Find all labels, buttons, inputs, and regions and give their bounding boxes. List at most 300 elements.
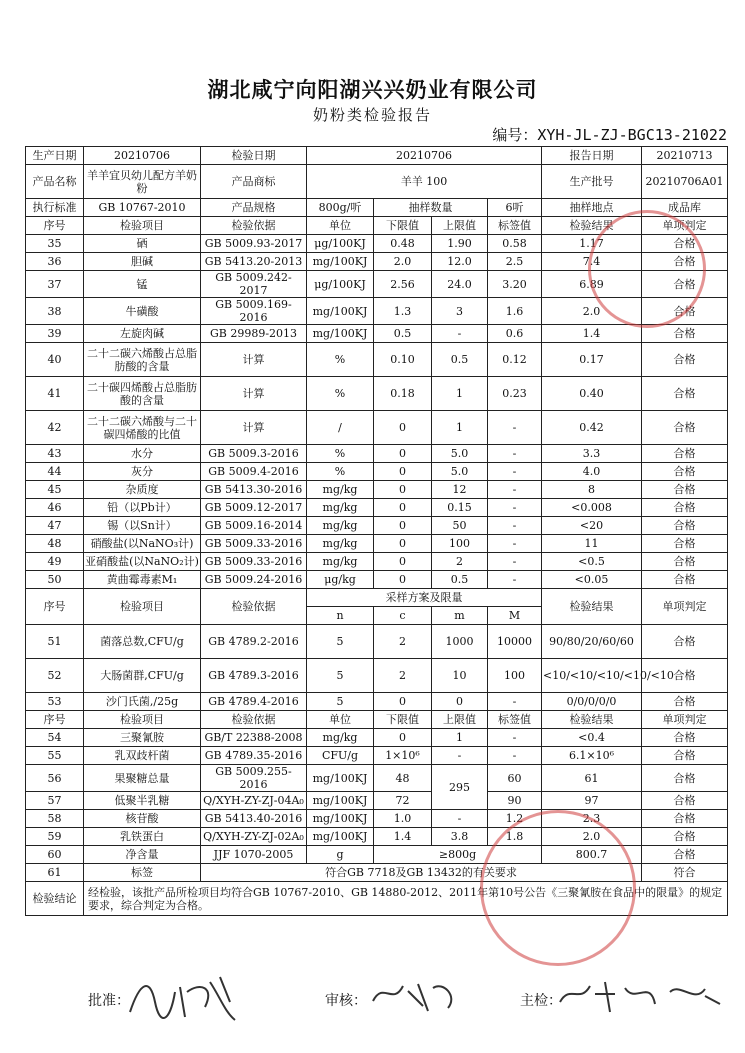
meta-label: 报告日期 — [542, 147, 642, 165]
row-number: 39 — [26, 325, 84, 343]
test-basis: GB 29989-2013 — [201, 325, 307, 343]
test-basis: GB 4789.4-2016 — [201, 693, 307, 711]
test-basis: GB 5009.3-2016 — [201, 445, 307, 463]
test-result: 2.0 — [542, 298, 642, 325]
lower-limit: 0.48 — [374, 235, 432, 253]
test-result: 7.4 — [542, 253, 642, 271]
table-row — [26, 325, 728, 343]
table-row — [26, 377, 728, 411]
column-header: c — [374, 607, 432, 625]
test-basis: GB 5009.12-2017 — [201, 499, 307, 517]
table-row — [26, 481, 728, 499]
test-result: <10/<10/<10/<10/<10 — [542, 659, 642, 693]
test-result: 97 — [542, 792, 642, 810]
meta-value: 羊羊宜贝幼儿配方羊奶粉 — [84, 165, 201, 199]
verdict: 合格 — [642, 828, 728, 846]
column-header: 下限值 — [374, 711, 432, 729]
micro-header-row-1 — [26, 589, 728, 607]
upper-limit: 3.8 — [432, 828, 488, 846]
verdict: 合格 — [642, 846, 728, 864]
row-number: 48 — [26, 535, 84, 553]
test-basis: GB/T 22388-2008 — [201, 729, 307, 747]
lower-limit: 2.0 — [374, 253, 432, 271]
row-number: 37 — [26, 271, 84, 298]
column-header: 检验项目 — [84, 711, 201, 729]
sample-n: 5 — [307, 659, 374, 693]
verdict: 合格 — [642, 343, 728, 377]
row-number: 50 — [26, 571, 84, 589]
unit: mg/100KJ — [307, 253, 374, 271]
unit: % — [307, 463, 374, 481]
label-value: - — [488, 445, 542, 463]
test-result: 0/0/0/0/0 — [542, 693, 642, 711]
label-value: 90 — [488, 792, 542, 810]
test-result: 90/80/20/60/60 — [542, 625, 642, 659]
lower-limit: 0.5 — [374, 325, 432, 343]
label-value: 2.5 — [488, 253, 542, 271]
label-value: - — [488, 411, 542, 445]
test-basis: GB 5413.40-2016 — [201, 810, 307, 828]
meta-label: 检验日期 — [201, 147, 307, 165]
column-header: 上限值 — [432, 711, 488, 729]
test-item: 三聚氰胺 — [84, 729, 201, 747]
verdict: 合格 — [642, 747, 728, 765]
verdict: 合格 — [642, 693, 728, 711]
test-item: 标签 — [84, 864, 201, 882]
row-number: 41 — [26, 377, 84, 411]
label-value: - — [488, 535, 542, 553]
row-number: 46 — [26, 499, 84, 517]
sample-c: 2 — [374, 625, 432, 659]
meta-value: 6听 — [488, 199, 542, 217]
verdict: 合格 — [642, 325, 728, 343]
row-number: 53 — [26, 693, 84, 711]
meta-label: 抽样数量 — [374, 199, 488, 217]
column-header: 序号 — [26, 589, 84, 625]
lower-limit: 72 — [374, 792, 432, 810]
verdict: 合格 — [642, 481, 728, 499]
row-number: 43 — [26, 445, 84, 463]
column-header: M — [488, 607, 542, 625]
test-basis: GB 5009.4-2016 — [201, 463, 307, 481]
test-result: 1.4 — [542, 325, 642, 343]
upper-limit: 1 — [432, 377, 488, 411]
limit-M: 10000 — [488, 625, 542, 659]
upper-limit: 100 — [432, 535, 488, 553]
unit: mg/kg — [307, 535, 374, 553]
verdict: 合格 — [642, 253, 728, 271]
test-item: 铅（以Pb计） — [84, 499, 201, 517]
column-header: 检验依据 — [201, 711, 307, 729]
unit: mg/kg — [307, 499, 374, 517]
column-header: 标签值 — [488, 217, 542, 235]
column-header: 检验项目 — [84, 589, 201, 625]
meta-label: 生产批号 — [542, 165, 642, 199]
upper-limit: - — [432, 810, 488, 828]
unit: mg/kg — [307, 729, 374, 747]
verdict: 合格 — [642, 235, 728, 253]
column-header: 检验依据 — [201, 589, 307, 625]
test-item: 锰 — [84, 271, 201, 298]
test-item: 灰分 — [84, 463, 201, 481]
lower-limit: 1×10⁶ — [374, 747, 432, 765]
unit: CFU/g — [307, 747, 374, 765]
test-item: 牛磺酸 — [84, 298, 201, 325]
label-value: 0.6 — [488, 325, 542, 343]
lower-limit: 0 — [374, 445, 432, 463]
label-value: - — [488, 499, 542, 517]
verdict: 合格 — [642, 298, 728, 325]
limit: ≥800g — [374, 846, 542, 864]
unit: % — [307, 343, 374, 377]
unit: mg/100KJ — [307, 792, 374, 810]
column-header: 单项判定 — [642, 217, 728, 235]
test-basis: GB 5009.33-2016 — [201, 535, 307, 553]
test-result: <0.4 — [542, 729, 642, 747]
signature-area — [0, 968, 745, 1028]
test-item: 硒 — [84, 235, 201, 253]
label-value: - — [488, 747, 542, 765]
test-basis: 计算 — [201, 411, 307, 445]
lower-limit: 1.0 — [374, 810, 432, 828]
upper-limit: 5.0 — [432, 463, 488, 481]
limit-m: 0 — [432, 693, 488, 711]
label-value: 3.20 — [488, 271, 542, 298]
sample-n: 5 — [307, 625, 374, 659]
lower-limit: 0 — [374, 729, 432, 747]
test-result: <0.5 — [542, 553, 642, 571]
test-result: 2.3 — [542, 810, 642, 828]
test-basis: 计算 — [201, 377, 307, 411]
row-number: 49 — [26, 553, 84, 571]
test-basis: GB 4789.3-2016 — [201, 659, 307, 693]
meta-value: 20210713 — [642, 147, 728, 165]
test-result: <0.008 — [542, 499, 642, 517]
lower-limit: 0 — [374, 535, 432, 553]
meta-label: 产品商标 — [201, 165, 307, 199]
test-basis: GB 4789.2-2016 — [201, 625, 307, 659]
unit: mg/kg — [307, 553, 374, 571]
table-row — [26, 411, 728, 445]
test-result: 2.0 — [542, 828, 642, 846]
verdict: 合格 — [642, 659, 728, 693]
column-header: n — [307, 607, 374, 625]
label-value: - — [488, 481, 542, 499]
upper-limit: 0.15 — [432, 499, 488, 517]
test-result: 800.7 — [542, 846, 642, 864]
unit: mg/100KJ — [307, 765, 374, 792]
upper-limit: 5.0 — [432, 445, 488, 463]
test-item: 锡（以Sn计） — [84, 517, 201, 535]
table-row — [26, 625, 728, 659]
label-value: - — [488, 553, 542, 571]
column-header: 检验依据 — [201, 217, 307, 235]
column-header: 检验结果 — [542, 589, 642, 625]
lower-limit: 0 — [374, 571, 432, 589]
limit-m: 10 — [432, 659, 488, 693]
verdict: 合格 — [642, 729, 728, 747]
row-number: 42 — [26, 411, 84, 445]
table-row — [26, 535, 728, 553]
verdict: 合格 — [642, 571, 728, 589]
row-number: 58 — [26, 810, 84, 828]
company-title: 湖北咸宁向阳湖兴兴奶业有限公司 — [207, 78, 538, 102]
row-number: 61 — [26, 864, 84, 882]
review-label: 审核： — [325, 993, 367, 1009]
column-header: 标签值 — [488, 711, 542, 729]
test-item: 亚硝酸盐(以NaNO₂计) — [84, 553, 201, 571]
test-basis: GB 5009.24-2016 — [201, 571, 307, 589]
test-item: 左旋肉碱 — [84, 325, 201, 343]
test-basis: GB 5009.255-2016 — [201, 765, 307, 792]
verdict: 合格 — [642, 463, 728, 481]
meta-label: 产品名称 — [26, 165, 84, 199]
row-number: 56 — [26, 765, 84, 792]
unit: μg/kg — [307, 571, 374, 589]
reviewer-signature — [368, 976, 463, 1016]
report-number: 编号：XYH-JL-ZJ-BGC13-21022 — [492, 126, 727, 144]
row-number: 59 — [26, 828, 84, 846]
label-value: 0.12 — [488, 343, 542, 377]
unit: mg/100KJ — [307, 810, 374, 828]
upper-limit: 1 — [432, 729, 488, 747]
table-row — [26, 747, 728, 765]
row-number: 47 — [26, 517, 84, 535]
upper-limit: 12 — [432, 481, 488, 499]
test-item: 杂质度 — [84, 481, 201, 499]
upper-limit: - — [432, 747, 488, 765]
table-row — [26, 693, 728, 711]
verdict: 合格 — [642, 625, 728, 659]
row-number: 38 — [26, 298, 84, 325]
lower-limit: 48 — [374, 765, 432, 792]
test-result: <0.05 — [542, 571, 642, 589]
table-row — [26, 499, 728, 517]
test-item: 大肠菌群,CFU/g — [84, 659, 201, 693]
column-header: 单项判定 — [642, 711, 728, 729]
lower-limit: 0 — [374, 553, 432, 571]
column-header: 检验结果 — [542, 711, 642, 729]
test-basis: GB 5413.30-2016 — [201, 481, 307, 499]
verdict: 合格 — [642, 271, 728, 298]
label-value: - — [488, 463, 542, 481]
meta-row-2 — [26, 165, 728, 199]
table-row — [26, 659, 728, 693]
column-header: 上限值 — [432, 217, 488, 235]
row-number: 40 — [26, 343, 84, 377]
upper-limit: 0.5 — [432, 571, 488, 589]
unit: g — [307, 846, 374, 864]
approver-signature — [125, 972, 245, 1026]
inspection-seal-stamp — [480, 810, 636, 966]
test-item: 胆碱 — [84, 253, 201, 271]
meta-value: GB 10767-2010 — [84, 199, 201, 217]
test-result: 1.17 — [542, 235, 642, 253]
lower-limit: 0 — [374, 499, 432, 517]
test-basis: GB 5413.20-2013 — [201, 253, 307, 271]
upper-limit: 1.90 — [432, 235, 488, 253]
test-item: 硝酸盐(以NaNO₃计) — [84, 535, 201, 553]
test-basis: GB 5009.242-2017 — [201, 271, 307, 298]
table-row — [26, 445, 728, 463]
label-value: - — [488, 571, 542, 589]
verdict: 合格 — [642, 499, 728, 517]
unit: % — [307, 445, 374, 463]
test-item: 黄曲霉毒素M₁ — [84, 571, 201, 589]
test-basis: 计算 — [201, 343, 307, 377]
column-header: 单项判定 — [642, 589, 728, 625]
unit: μg/100KJ — [307, 271, 374, 298]
row-number: 60 — [26, 846, 84, 864]
upper-limit: 0.5 — [432, 343, 488, 377]
meta-value: 20210706 — [307, 147, 542, 165]
row-number: 35 — [26, 235, 84, 253]
test-basis: GB 4789.35-2016 — [201, 747, 307, 765]
upper-limit: 12.0 — [432, 253, 488, 271]
test-item: 二十碳四烯酸占总脂肪酸的含量 — [84, 377, 201, 411]
test-result: 3.3 — [542, 445, 642, 463]
verdict: 合格 — [642, 411, 728, 445]
test-basis: GB 5009.93-2017 — [201, 235, 307, 253]
test-item: 菌落总数,CFU/g — [84, 625, 201, 659]
verdict: 合格 — [642, 517, 728, 535]
test-result: 11 — [542, 535, 642, 553]
verdict: 合格 — [642, 810, 728, 828]
test-basis: GB 5009.169-2016 — [201, 298, 307, 325]
unit: mg/kg — [307, 481, 374, 499]
verdict: 合格 — [642, 445, 728, 463]
meta-value: 20210706A01 — [642, 165, 728, 199]
label-value: 1.2 — [488, 810, 542, 828]
verdict: 合格 — [642, 765, 728, 792]
test-basis: JJF 1070-2005 — [201, 846, 307, 864]
test-result: 0.17 — [542, 343, 642, 377]
test-result: <20 — [542, 517, 642, 535]
verdict: 合格 — [642, 553, 728, 571]
unit: μg/100KJ — [307, 235, 374, 253]
meta-value: 800g/听 — [307, 199, 374, 217]
test-item: 果聚糖总量 — [84, 765, 201, 792]
row-number: 57 — [26, 792, 84, 810]
lower-limit: 1.3 — [374, 298, 432, 325]
test-item: 低聚半乳糖 — [84, 792, 201, 810]
meta-label: 产品规格 — [201, 199, 307, 217]
inspector-signature — [555, 974, 725, 1018]
table-row — [26, 729, 728, 747]
lower-limit: 0 — [374, 411, 432, 445]
lower-limit: 0 — [374, 517, 432, 535]
test-item: 乳铁蛋白 — [84, 828, 201, 846]
meta-row-1 — [26, 147, 728, 165]
meta-value: 成品库 — [642, 199, 728, 217]
row-number: 45 — [26, 481, 84, 499]
label-value: - — [488, 517, 542, 535]
column-header: 序号 — [26, 711, 84, 729]
lower-limit: 0 — [374, 481, 432, 499]
upper-limit: 2 — [432, 553, 488, 571]
meta-value: 20210706 — [84, 147, 201, 165]
report-subtitle: 奶粉类检验报告 — [312, 106, 432, 124]
row-number: 52 — [26, 659, 84, 693]
test-result: 6.89 — [542, 271, 642, 298]
verdict: 符合 — [642, 864, 728, 882]
test-item: 二十二碳六烯酸与二十碳四烯酸的比值 — [84, 411, 201, 445]
test-item: 沙门氏菌,/25g — [84, 693, 201, 711]
unit: / — [307, 411, 374, 445]
column-header: 序号 — [26, 217, 84, 235]
upper-limit: 24.0 — [432, 271, 488, 298]
limit-M: 100 — [488, 659, 542, 693]
table-row — [26, 571, 728, 589]
column-header: 采样方案及限量 — [307, 589, 542, 607]
test-result: 0.42 — [542, 411, 642, 445]
lower-limit: 2.56 — [374, 271, 432, 298]
row-number: 51 — [26, 625, 84, 659]
column-header: 检验结果 — [542, 217, 642, 235]
unit: mg/100KJ — [307, 828, 374, 846]
unit: mg/100KJ — [307, 298, 374, 325]
label-value: 1.8 — [488, 828, 542, 846]
test-item: 二十二碳六烯酸占总脂肪酸的含量 — [84, 343, 201, 377]
test-result: 0.40 — [542, 377, 642, 411]
test-item: 乳双歧杆菌 — [84, 747, 201, 765]
unit: mg/100KJ — [307, 325, 374, 343]
limit-m: 1000 — [432, 625, 488, 659]
lower-limit: 1.4 — [374, 828, 432, 846]
test-item: 核苷酸 — [84, 810, 201, 828]
limit-M: - — [488, 693, 542, 711]
verdict: 合格 — [642, 535, 728, 553]
sample-c: 2 — [374, 659, 432, 693]
column-header: 单位 — [307, 217, 374, 235]
test-result: 8 — [542, 481, 642, 499]
inspect-label: 主检： — [520, 993, 562, 1009]
verdict: 合格 — [642, 377, 728, 411]
upper-limit: 50 — [432, 517, 488, 535]
conclusion-label: 检验结论 — [26, 882, 84, 916]
row-number: 55 — [26, 747, 84, 765]
meta-label: 执行标准 — [26, 199, 84, 217]
unit: % — [307, 377, 374, 411]
label-value: 1.6 — [488, 298, 542, 325]
test-basis: Q/XYH-ZY-ZJ-04A₀ — [201, 792, 307, 810]
label-value: 60 — [488, 765, 542, 792]
test-basis: Q/XYH-ZY-ZJ-02A₀ — [201, 828, 307, 846]
label-requirement: 符合GB 7718及GB 13432的有关要求 — [201, 864, 642, 882]
table-row — [26, 343, 728, 377]
test-basis: GB 5009.33-2016 — [201, 553, 307, 571]
conclusion-text: 经检验，该批产品所检项目均符合GB 10767-2010、GB 14880-2012、2011年第10号公告《三聚氰胺在食品中的限量》的规定要求，综合判定为合格。 — [84, 882, 728, 916]
table-row — [26, 765, 728, 792]
test-item: 水分 — [84, 445, 201, 463]
upper-limit: 295 — [432, 765, 488, 810]
meta-row-3 — [26, 199, 728, 217]
column-header: 单位 — [307, 711, 374, 729]
test-result: 61 — [542, 765, 642, 792]
column-header: m — [432, 607, 488, 625]
table-row — [26, 792, 728, 810]
test-item: 净含量 — [84, 846, 201, 864]
sample-c: 0 — [374, 693, 432, 711]
upper-limit: 1 — [432, 411, 488, 445]
lower-limit: 0.18 — [374, 377, 432, 411]
label-value: - — [488, 729, 542, 747]
sample-n: 5 — [307, 693, 374, 711]
verdict: 合格 — [642, 792, 728, 810]
company-seal-stamp — [588, 210, 706, 328]
lower-limit: 0 — [374, 463, 432, 481]
table-row — [26, 517, 728, 535]
